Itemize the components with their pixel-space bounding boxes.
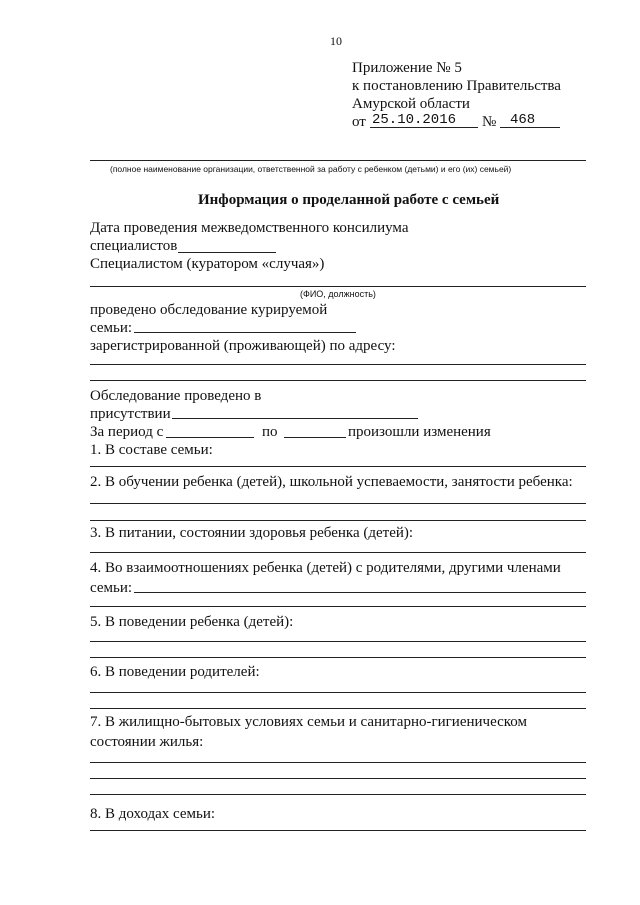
org-caption: (полное наименование организации, ответственной за работу с ребенком (детьми) и его (их) семьей) [110,164,512,174]
section-2-line-2 [90,520,586,521]
curator-label: Специалистом (куратором «случая») [90,256,325,272]
section-4-family-label: семьи: [90,580,133,596]
section-6-line-2 [90,708,586,709]
survey-held-label: Обследование проведено в [90,388,262,404]
section-7-line-1 [90,762,586,763]
address-line-2 [90,380,586,381]
page-number: 10 [330,34,342,48]
curator-line [90,286,586,287]
section-5-line-2 [90,657,586,658]
period-from-line [166,437,254,438]
section-4-line-2 [90,606,586,607]
appendix-number-label: № [482,114,497,130]
fio-caption: (ФИО, должность) [300,289,376,299]
appendix-region: Амурской области [352,96,470,112]
survey-label: проведено обследование курируемой [90,302,328,318]
section-2-line-1 [90,503,586,504]
address-label: зарегистрированной (проживающей) по адресу: [90,338,396,354]
section-7-housing-label: состоянии жилья: [90,734,204,750]
section-6-label: 6. В поведении родителей: [90,664,260,680]
section-6-line-1 [90,692,586,693]
section-7-line-3 [90,794,586,795]
section-5-line-1 [90,641,586,642]
date-underline [370,127,478,128]
form-title: Информация о проделанной работе с семьей [198,192,500,208]
section-3-label: 3. В питании, состоянии здоровья ребенка (детей): [90,525,414,541]
presence-label: присутствии [90,406,171,422]
section-7-label: 7. В жилищно-бытовых условиях семьи и санитарно-гигиеническом [90,714,528,730]
address-line-1 [90,364,586,365]
section-5-label: 5. В поведении ребенка (детей): [90,614,294,630]
section-1-label: 1. В составе семьи: [90,442,213,458]
period-to-line [284,437,346,438]
period-to-label: по [262,424,278,440]
consilium-date-label: Дата проведения межведомственного консилиума [90,220,409,236]
appendix-date: 25.10.2016 [372,112,457,128]
appendix-number: 468 [510,112,536,128]
section-8-line-1 [90,830,586,831]
number-underline [500,127,560,128]
specialists-line [178,252,276,253]
section-3-line [90,552,586,553]
section-4-line-1 [134,592,586,593]
section-2-label: 2. В обучении ребенка (детей), школьной успеваемости, занятости ребенка: [90,474,573,490]
appendix-title: Приложение № 5 [352,60,462,76]
family-line [134,332,356,333]
section-7-line-2 [90,778,586,779]
section-1-line [90,466,586,467]
section-4-label: 4. Во взаимоотношениях ребенка (детей) с родителями, другими членами [90,560,561,576]
specialists-label: специалистов [90,238,178,254]
presence-line [172,418,418,419]
appendix-decree: к постановлению Правительства [352,78,561,94]
org-name-line [90,160,586,161]
period-from-label: За период с [90,424,164,440]
appendix-from-label: от [352,114,366,130]
changes-label: произошли изменения [348,424,491,440]
section-8-label: 8. В доходах семьи: [90,806,216,822]
family-label: семьи: [90,320,133,336]
